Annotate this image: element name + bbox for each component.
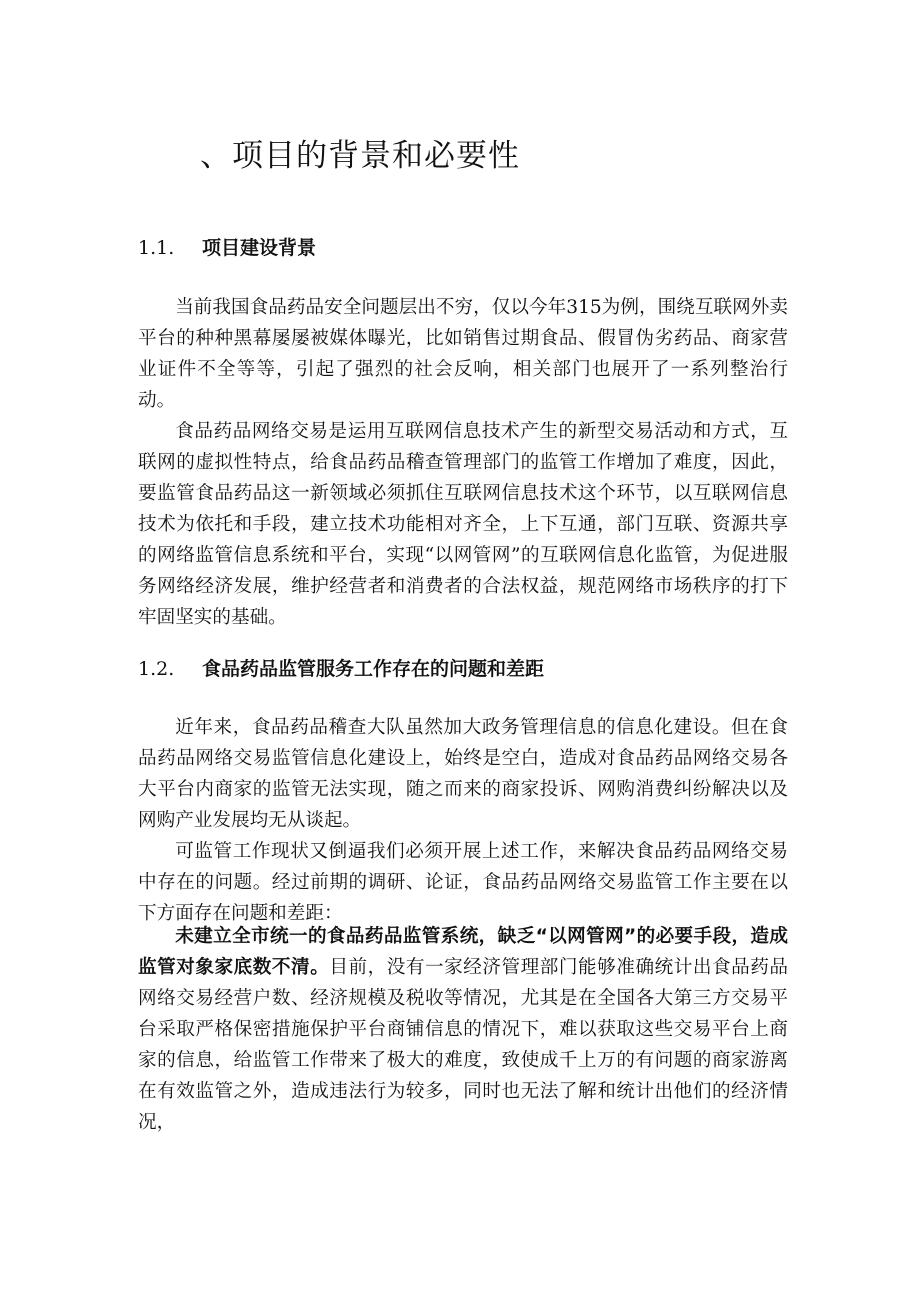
section-number: 1.2. (138, 658, 175, 680)
section-number: 1.1. (138, 237, 175, 259)
paragraph: 可监管工作现状又倒逼我们必须开展上述工作，来解决食品药品网络交易中存在的问题。经过前期的调研、论证，食品药品网络交易监管工作主要在以下方面存在问题和差距： (138, 841, 788, 924)
paragraph: 当前我国食品药品安全问题层出不穷，仅以今年315为例，围绕互联网外卖平台的种种黑幕屡屡被媒体曝光，比如销售过期食品、假冒伪劣药品、商家营业证件不全等等，引起了强烈的社会反响，相关部门也展开了一系列整治行动。 (138, 297, 788, 411)
paragraph: 近年来，食品药品稽查大队虽然加大政务管理信息的信息化建设。但在食品药品网络交易监管信息化建设上，始终是空白，造成对食品药品网络交易各大平台内商家的监管无法实现，随之而来的商家投诉、网购消费纠纷解决以及网购产业发展均无从谈起。 (138, 717, 788, 831)
section-heading-1-1 (138, 233, 316, 260)
problem-text: 目前，没有一家经济管理部门能够准确统计出食品药品网络交易经营户数、经济规模及税收等情况，尤其是在全国各大第三方交易平台采取严格保密措施保护平台商铺信息的情况下，难以获取这些交易平台上商家的信息，给监管工作带来了极大的难度，致使成千上万的有问题的商家游离在有效监管之外，造成违法行为较多，同时也无法了解和统计出他们的经济情况， (138, 957, 788, 1133)
section-title: 食品药品监管服务工作存在的问题和差距 (202, 658, 545, 680)
problem-paragraph (138, 921, 788, 1138)
section-title: 项目建设背景 (202, 237, 317, 259)
paragraph: 食品药品网络交易是运用互联网信息技术产生的新型交易活动和方式，互联网的虚拟性特点，给食品药品稽查管理部门的监管工作增加了难度，因此，要监管食品药品这一新领域必须抓住互联网信息技术这个环节，以互联网信息技术为依托和手段，建立技术功能相对齐全，上下互通，部门互联、资源共享的网络监管信息系统和平台，实现“以网管网”的互联网信息化监管，为促进服务网络经济发展，维护经营者和消费者的合法权益，规范网络市场秩序的打下牢固坚实的基础。 (138, 421, 788, 628)
problem-lead: 未建立全市统一的食品药品监管系统，缺乏“以网管网”的必要手段，造成监管对象家底数不清。 (138, 926, 788, 978)
section-heading-1-2 (138, 654, 544, 681)
document-title: 、项目的背景和必要性 (200, 138, 520, 174)
